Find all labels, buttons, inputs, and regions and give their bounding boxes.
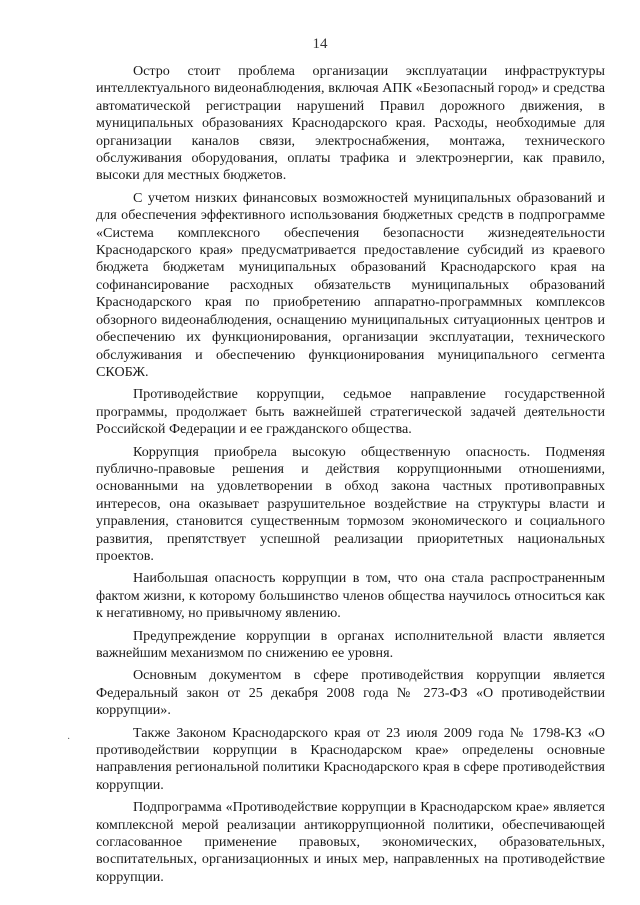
paragraph-prevention: Предупреждение коррупции в органах исполнительной власти является важнейшим механизмом по снижению ее уровня.: [96, 627, 605, 661]
paragraph-anticorruption-direction: Противодействие коррупции, седьмое направление государственной программы, продолжает быть важнейшей стратегической задачей деятельности Российской Федерации и ее гражданского общества.: [96, 386, 605, 438]
paragraph-video-surveillance: Остро стоит проблема организации эксплуатации инфраструктуры интеллектуального видеонаблюдения, включая АПК «Безопасный город» и средства автоматической регистрации нарушений Правил дорожного движения, в муниципальных образованиях Краснодарского края. Расходы, необходимые для организации каналов связи, электроснабжения, монтажа, технического обслуживания оборудования, оплаты трафика и электроэнергии, как правило, высоки для местных бюджетов.: [96, 63, 605, 184]
paragraph-regional-law: Также Законом Краснодарского края от 23 июля 2009 года № 1798-КЗ «О противодействии коррупции в Краснодарском крае» определены основные направления региональной политики Краснодарского края в сфере противодействия коррупции.: [96, 724, 605, 793]
margin-mark: ·: [67, 734, 71, 745]
paragraph-corruption-habit: Наибольшая опасность коррупции в том, что она стала распространенным фактом жизни, к которому большинство членов общества научилось относиться как к негативному, но привычному явлению.: [96, 570, 605, 622]
body-text: [96, 63, 605, 891]
paragraph-corruption-danger: Коррупция приобрела высокую общественную опасность. Подменяя публично-правовые решения и действия коррупционными отношениями, основанными на удовлетворении в обход закона частных противоправных интересов, она оказывает разрушительное воздействие на структуры власти и управления, становится существенным тормозом экономического и социального развития, препятствует успешной реализации приоритетных национальных проектов.: [96, 443, 605, 564]
page-number: 14: [312, 36, 328, 52]
paragraph-subprogram: Подпрограмма «Противодействие коррупции в Краснодарском крае» является комплексной мерой реализации антикоррупционной политики, обеспечивающей согласованное применение правовых, экономических, образовательных, воспитательных, организационных и иных мер, направленных на противодействие коррупции.: [96, 799, 605, 885]
paragraph-federal-law: Основным документом в сфере противодействия коррупции является Федеральный закон от 25 декабря 2008 года № 273-ФЗ «О противодействии коррупции».: [96, 667, 605, 719]
paragraph-subsidies: С учетом низких финансовых возможностей муниципальных образований и для обеспечения эффективного использования бюджетных средств в подпрограмме «Система комплексного обеспечения безопасности жизнедеятельности Краснодарского края» предусматривается предоставление субсидий из краевого бюджета бюджетам муниципальных образований Краснодарского края на софинансирование расходных обязательств муниципальных образований Краснодарского края по приобретению аппаратно-программных комплексов обзорного видеонаблюдения, оснащению муниципальных ситуационных центров и обеспечению их функционирования, организации эксплуатации, технического обслуживания и обеспечению функционирования муниципального сегмента СКОБЖ.: [96, 189, 605, 380]
